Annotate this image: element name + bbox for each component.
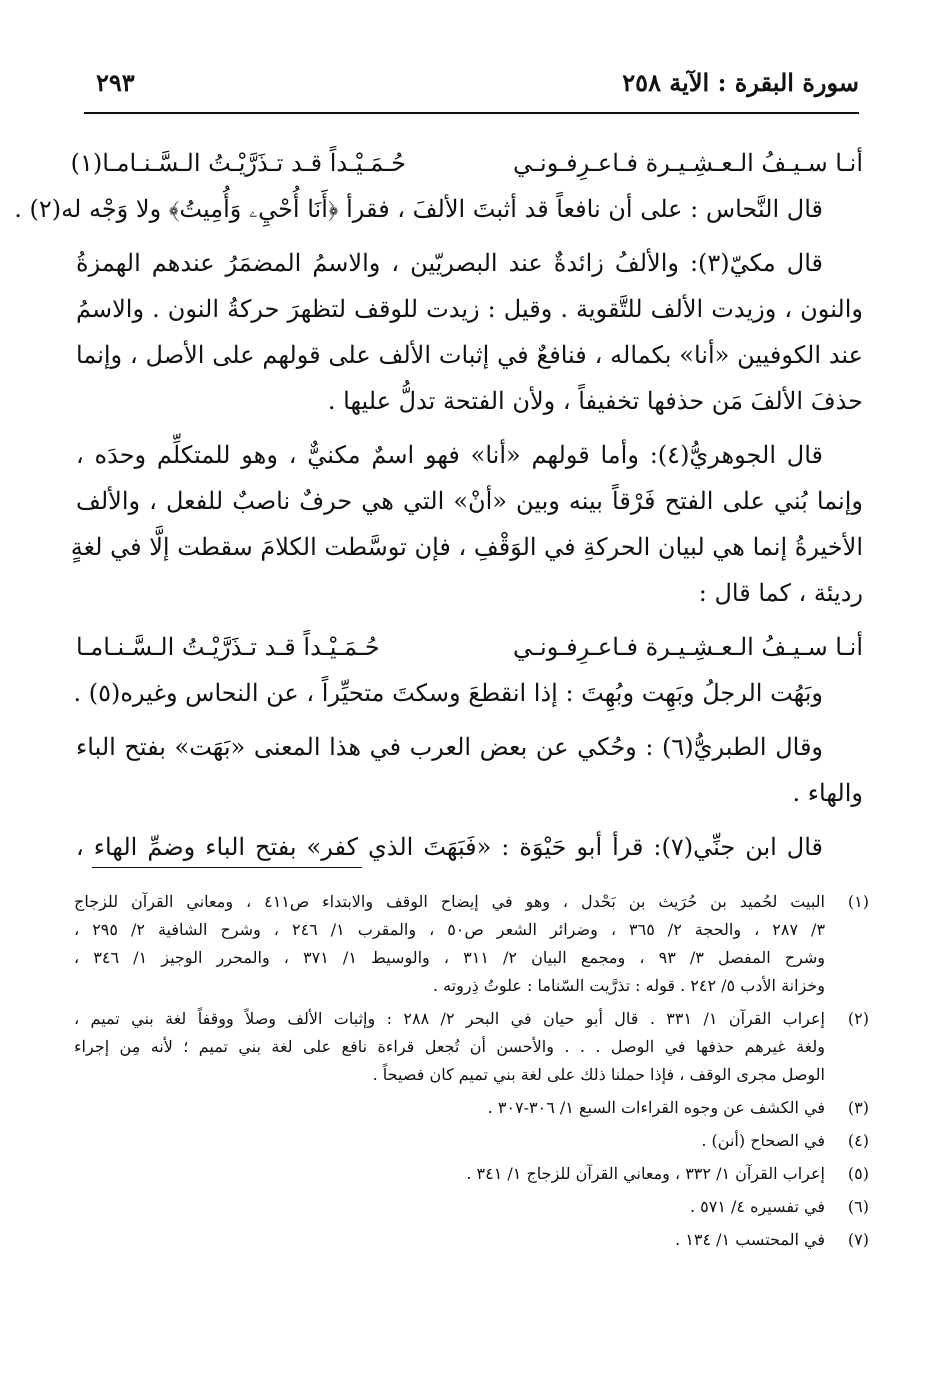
footnote-number: (١) <box>847 892 869 911</box>
running-title: سورة البقرة : الآية ٢٥٨ <box>622 68 859 97</box>
footnote-line: وشرح المفصل ٣/ ٩٣ ، ومجمع البيان ٢/ ٣١١ ، والوسيط ١/ ٣٧١ ، والمحرر الوجيز ١/ ٣٤٦ ، <box>74 948 826 967</box>
paragraph-line: قال الجوهريُّ(٤): وأما قولهم «أنا» فهو اسمٌ مكنيٌّ ، وهو للمتكلِّم وحدَه ، <box>76 441 823 469</box>
page-number: ٢٩٣ <box>96 68 135 97</box>
footnote-separator <box>92 867 362 868</box>
paragraph-line: والنون ، وزيدت الألف للتَّقوية . وقيل : زيدت للوقف لتظهرَ حركةُ النون . والاسمُ <box>76 295 863 323</box>
main-text <box>14 140 863 870</box>
footnote-number: (٢) <box>847 1009 869 1028</box>
paragraph-line: وقال الطبريُّ(٦) : وحُكي عن بعض العرب في هذا المعنى «بَهَت» بفتح الباء <box>76 733 823 761</box>
verse-first-hemistich: أنـا سـيـفُ الـعـشِـيـرة فـاعـرِفـونـي <box>512 633 863 661</box>
verse-second-hemistich: حُـمَـيْـداً قـد تـذَرَّيْـتُ الـسَّـنـامـا <box>76 633 380 661</box>
footnote-line: إعراب القرآن ١/ ٣٣١ . قال أبو حيان في البحر ٢/ ٢٨٨ : وإثبات الألف وصلاً ووقفاً لغة بني تميم ، <box>74 1009 825 1028</box>
footnote-line: في الكشف عن وجوه القراءات السبع ١/ ٣٠٦-٣٠٧ . <box>487 1098 825 1117</box>
paragraph-line: عند الكوفيين «أنا» بكماله ، فنافعٌ في إثبات الألف على قولهم على الأصل ، وإنما <box>76 341 863 369</box>
footnote-number: (٧) <box>847 1230 869 1249</box>
footnote-6 <box>74 1193 869 1221</box>
paragraph-line: حذفَ الألفَ مَن حذفها تخفيفاً ، ولأن الفتحة تدلُّ عليها . <box>327 387 863 415</box>
footnote-line: ولغة غيرهم حذفها في الوصل . . . والأحسن أن تُجعل قراءة نافع على لغة بني تميم ؛ لأنه مِن إجراء <box>74 1037 825 1056</box>
footnote-number: (٣) <box>847 1098 869 1117</box>
paragraph-line: وإنما بُني على الفتح فَرْقاً بينه وبين «أنْ» التي هي حرفٌ ناصبٌ للفعل ، والألف <box>76 487 863 515</box>
footnote-line: البيت لحُميد بن حُرَيث بن بَحْدل ، وهو في إيضاح الوقف والابتداء ص٤١١ ، ومعاني القرآن للزجاج <box>74 892 825 911</box>
header-rule <box>84 112 859 114</box>
page-header <box>84 68 859 108</box>
verse-second-hemistich: حُـمَـيْـداً قـد تـذَرَّيْـتُ الـسَّـنـامـا(١) <box>70 149 406 177</box>
paragraph-line: الأخيرةُ إنما هي لبيان الحركةِ في الوَقْفِ ، فإن توسَّطت الكلامَ سقطت إلَّا في لغةٍ <box>70 533 863 561</box>
footnote-line: إعراب القرآن ١/ ٣٣٢ ، ومعاني القرآن للزجاج ١/ ٣٤١ . <box>466 1164 825 1183</box>
footnote-number: (٦) <box>847 1197 869 1216</box>
paragraph-line: قال مكيّ(٣): والألفُ زائدةٌ عند البصريّين ، والاسمُ المضمَرُ عندهم الهمزةُ <box>76 249 823 277</box>
footnote-3 <box>74 1094 869 1122</box>
footnote-line: الوصل مجرى الوقف ، فإذا حملنا ذلك على لغة بني تميم كان فصيحاً . <box>372 1065 825 1084</box>
paragraph-line: وبَهُت الرجلُ وبَهِت وبُهِتَ : إذا انقطعَ وسكتَ متحيِّراً ، عن النحاس وغيره(٥) . <box>73 679 823 707</box>
footnote-1 <box>74 888 869 1000</box>
footnote-7 <box>74 1226 869 1254</box>
footnote-line: ٣/ ٢٨٧ ، والحجة ٢/ ٣٦٥ ، وضرائر الشعر ص٥٠ ، والمقرب ١/ ٢٤٦ ، وشرح الشافية ٢/ ٢٩٥ ، <box>74 920 826 939</box>
verse-first-hemistich: أنـا سـيـفُ الـعـشِـيـرة فـاعـرِفـونـي <box>512 149 863 177</box>
poetry-verse <box>70 140 863 186</box>
footnote-line: وخزانة الأدب ٥/ ٢٤٢ . قوله : تذرَّيت السّناما : علوتُ ذِروته . <box>432 976 825 995</box>
paragraph-line: قال النَّحاس : على أن نافعاً قد أثبتَ الألفَ ، فقرأ ﴿أَنَا أُحْيِۦ وَأُمِيتُ﴾ ولا وَجْه له(٢) . <box>14 195 823 223</box>
paragraph-line: رديئة ، كما قال : <box>698 579 863 607</box>
footnote-number: (٥) <box>847 1164 869 1183</box>
paragraph-line: قال ابن جنِّي(٧): قرأ أبو حَيْوَة : «فَبَهَتَ الذي كفر» بفتح الباء وضمِّ الهاء ، <box>76 833 823 861</box>
poetry-verse <box>76 624 863 670</box>
paragraph-line: والهاء . <box>792 779 863 807</box>
footnotes <box>74 888 869 1259</box>
footnote-4 <box>74 1127 869 1155</box>
footnote-line: في المحتسب ١/ ١٣٤ . <box>675 1230 825 1249</box>
footnote-line: في تفسيره ٤/ ٥٧١ . <box>689 1197 825 1216</box>
footnote-2 <box>74 1005 869 1089</box>
footnote-5 <box>74 1160 869 1188</box>
footnote-number: (٤) <box>847 1131 869 1150</box>
footnote-line: في الصحاح (أنن) . <box>701 1131 825 1150</box>
